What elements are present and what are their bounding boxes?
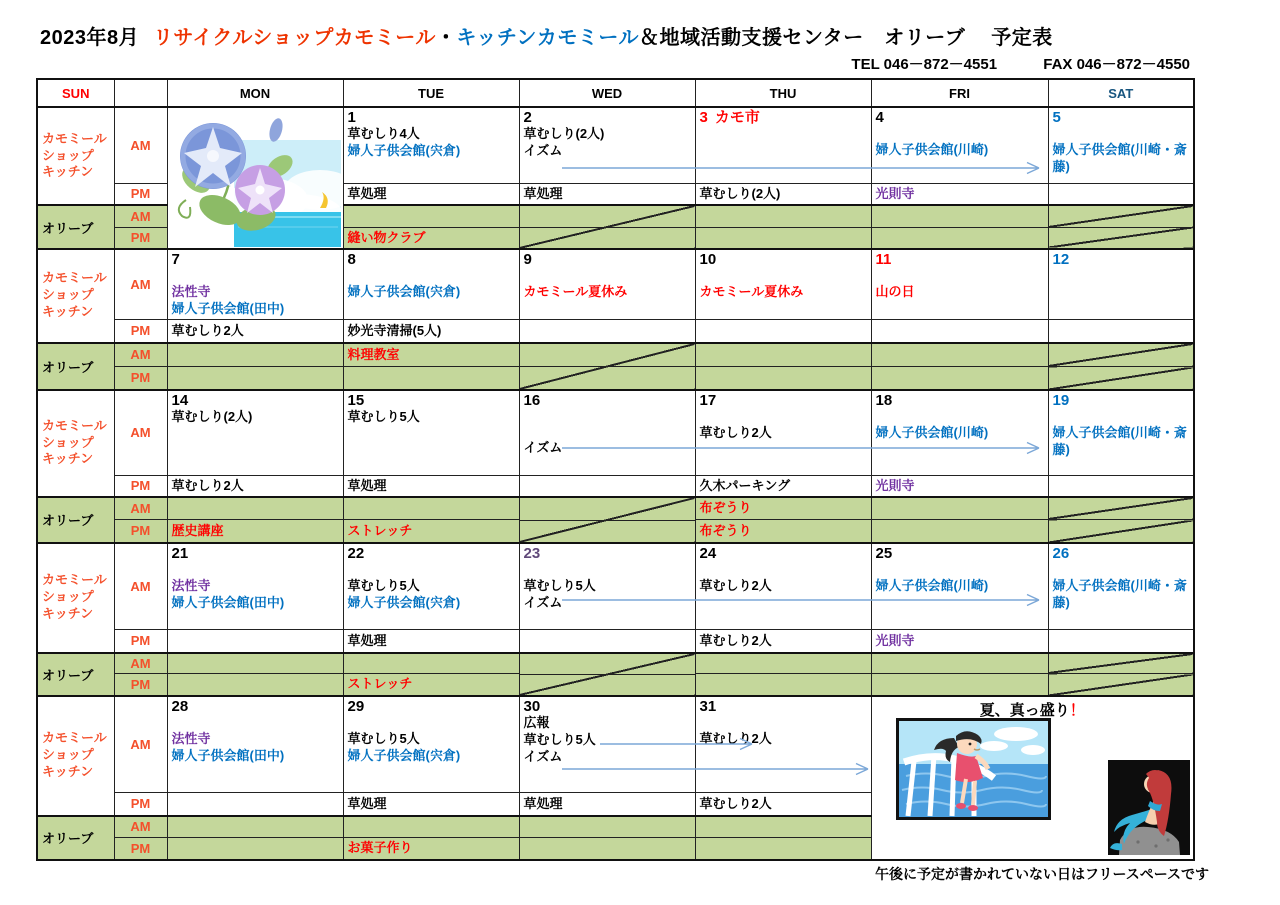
cell-aug22-pm xyxy=(343,630,519,653)
am-label: AM xyxy=(114,543,167,630)
event: 料理教室 xyxy=(347,346,400,362)
event: 婦人子供会館(田中) xyxy=(171,747,285,763)
pm-label: PM xyxy=(114,838,167,860)
weekday-sat: SAT xyxy=(1048,79,1194,107)
event: 草むしり5人 xyxy=(347,408,420,424)
event: 久木パーキング xyxy=(699,477,791,493)
am-label: AM xyxy=(114,497,167,520)
cell-aug28-am xyxy=(167,696,343,793)
date-num: 31 xyxy=(699,697,717,715)
cell-aug17-am xyxy=(695,390,871,476)
event: 婦人子供会館(川崎・斎藤) xyxy=(1052,142,1187,175)
cell-aug31-pm xyxy=(695,793,871,816)
weekday-mon: MON xyxy=(167,79,343,107)
label-line: ショップ xyxy=(42,147,94,163)
title-shop-recycle: リサイクルショップカモミール xyxy=(153,27,436,49)
date-num: 3 xyxy=(699,109,708,126)
event: 草処理 xyxy=(523,795,563,811)
event: 草むしり2人 xyxy=(171,477,244,493)
label-line: オリーブ xyxy=(42,667,94,683)
row-label-kamomiru xyxy=(37,543,114,653)
summer-banner-cell xyxy=(871,696,1194,860)
cell-aug19-am xyxy=(1048,390,1194,476)
date-num: 1 xyxy=(347,109,356,126)
cell-aug18-olive-pm xyxy=(871,520,1048,543)
am-label: AM xyxy=(114,816,167,838)
cell-aug21-pm xyxy=(167,630,343,653)
page-title xyxy=(40,21,1053,50)
cell-aug9-pm xyxy=(519,320,695,343)
am-label: AM xyxy=(114,107,167,183)
cell-aug11-olive-pm xyxy=(871,367,1048,390)
title-suffix: 予定表 xyxy=(991,27,1053,49)
weekday-sun: SUN xyxy=(37,79,114,107)
cell-aug22-olive-am xyxy=(343,653,519,674)
contact-info xyxy=(851,53,1190,74)
event: 草むしり5人 xyxy=(523,731,596,747)
event: 光則寺 xyxy=(875,477,915,493)
cell-aug10-olive-pm xyxy=(695,367,871,390)
schedule-table xyxy=(36,78,1195,861)
event: 妙光寺清掃(5人) xyxy=(347,322,442,338)
cell-aug9-am xyxy=(519,249,695,320)
cell-aug3-pm xyxy=(695,183,871,205)
cell-aug25-olive-am xyxy=(871,653,1048,674)
cell-aug25-olive-pm xyxy=(871,674,1048,696)
cell-aug29-olive-am xyxy=(343,816,519,838)
label-line: オリーブ xyxy=(42,831,94,847)
label-line: カモミール xyxy=(42,572,107,588)
label-line: ショップ xyxy=(42,589,94,605)
cell-aug12-olive-pm-closed xyxy=(1048,367,1194,390)
event: 婦人子供会館(田中) xyxy=(171,301,285,317)
label-line: ショップ xyxy=(42,434,94,450)
date-num: 12 xyxy=(1052,251,1070,268)
cell-aug5-am xyxy=(1048,107,1194,183)
cell-aug9-olive-closed xyxy=(519,343,695,390)
cell-aug4-pm xyxy=(871,183,1048,205)
event xyxy=(700,109,867,126)
date-num: 18 xyxy=(875,391,893,409)
cell-aug23-olive-closed xyxy=(519,653,695,696)
row-label-kamomiru xyxy=(37,107,114,205)
event: お菓子作り xyxy=(347,840,413,856)
row-label-olive xyxy=(37,497,114,543)
weekday-wed: WED xyxy=(519,79,695,107)
event: 草処理 xyxy=(523,185,563,201)
date-num: 10 xyxy=(699,251,717,268)
cell-aug30-pm xyxy=(519,793,695,816)
am-label: AM xyxy=(114,343,167,367)
pm-label: PM xyxy=(114,630,167,653)
cell-aug2-pm xyxy=(519,183,695,205)
date-num: 30 xyxy=(523,697,541,715)
event: 婦人子供会館(川崎) xyxy=(875,577,989,593)
event: イズム xyxy=(523,594,563,610)
cell-aug22-olive-pm xyxy=(343,674,519,696)
date-num: 23 xyxy=(523,544,541,562)
event: 布ぞうり xyxy=(699,500,752,516)
cell-aug1-pm xyxy=(343,183,519,205)
am-label: AM xyxy=(114,696,167,793)
event: 婦人子供会館(川崎) xyxy=(875,424,989,440)
date-num: 15 xyxy=(347,391,365,409)
label-line: オリーブ xyxy=(42,513,94,529)
date-num: 14 xyxy=(171,391,189,409)
row-label-kamomiru xyxy=(37,249,114,343)
event: 草むしり4人 xyxy=(347,126,420,142)
event: 布ぞうり xyxy=(699,522,752,538)
cell-aug3-olive-am xyxy=(695,205,871,227)
summer-girl-illustration xyxy=(896,718,1051,820)
event: 婦人子供会館(宍倉) xyxy=(347,747,461,763)
cell-aug16-pm xyxy=(519,476,695,497)
cell-aug19-pm xyxy=(1048,476,1194,497)
cell-aug22-am xyxy=(343,543,519,630)
event: 草むしり2人 xyxy=(699,632,772,648)
date-num: 4 xyxy=(875,109,884,126)
date-num: 22 xyxy=(347,544,365,562)
cell-aug14-olive-am xyxy=(167,497,343,520)
morning-glory-beach-illustration xyxy=(167,107,343,249)
cell-aug17-pm xyxy=(695,476,871,497)
cell-aug4-am xyxy=(871,107,1048,183)
cell-aug26-am xyxy=(1048,543,1194,630)
cell-aug17-olive-pm xyxy=(695,520,871,543)
event: 山の日 xyxy=(875,284,915,300)
title-center-olive: ＆地域活動支援センター オリーブ xyxy=(639,27,966,49)
date-num: 21 xyxy=(171,544,189,562)
event: 草むしり2人 xyxy=(699,730,772,746)
cell-aug29-olive-pm xyxy=(343,838,519,860)
event: 法性寺 xyxy=(171,577,211,593)
event: 婦人子供会館(田中) xyxy=(171,594,285,610)
event: 草むしり5人 xyxy=(523,577,596,593)
cell-aug2-am xyxy=(519,107,695,183)
cell-aug28-pm xyxy=(167,793,343,816)
cell-aug15-olive-am xyxy=(343,497,519,520)
cell-aug28-olive-pm xyxy=(167,838,343,860)
cell-aug25-am xyxy=(871,543,1048,630)
row-label-kamomiru xyxy=(37,390,114,497)
date-num: 5 xyxy=(1052,109,1061,126)
date-num: 19 xyxy=(1052,391,1070,409)
cell-aug15-am xyxy=(343,390,519,476)
label-line: キッチン xyxy=(42,605,94,621)
cell-aug26-pm xyxy=(1048,630,1194,653)
cell-aug14-olive-pm xyxy=(167,520,343,543)
event: 縫い物クラブ xyxy=(347,229,426,245)
event: 光則寺 xyxy=(875,632,915,648)
cell-aug31-olive-am xyxy=(695,816,871,838)
cell-aug1-olive-pm xyxy=(343,227,519,249)
cell-aug18-pm xyxy=(871,476,1048,497)
cell-aug18-olive-am xyxy=(871,497,1048,520)
cell-aug19-olive-pm-closed xyxy=(1048,520,1194,543)
cell-aug31-olive-pm xyxy=(695,838,871,860)
cell-aug7-pm xyxy=(167,320,343,343)
event: 草処理 xyxy=(347,632,387,648)
title-shop-kitchen: キッチンカモミール xyxy=(456,27,640,49)
cell-aug3-am xyxy=(695,107,871,183)
cell-aug18-am xyxy=(871,390,1048,476)
event: イズム xyxy=(523,748,563,764)
cell-aug14-am xyxy=(167,390,343,476)
cell-aug5-olive-pm-closed xyxy=(1048,227,1194,249)
event: 草処理 xyxy=(347,477,387,493)
cell-aug10-pm xyxy=(695,320,871,343)
event: 婦人子供会館(宍倉) xyxy=(347,594,461,610)
cell-aug12-am xyxy=(1048,249,1194,320)
tel-number: TEL 046－872－4551 xyxy=(851,56,998,73)
event: 法性寺 xyxy=(171,284,211,300)
cell-aug12-olive-am-closed xyxy=(1048,343,1194,367)
date-num: 26 xyxy=(1052,544,1070,562)
cell-aug30-olive-pm xyxy=(519,838,695,860)
row-label-kamomiru xyxy=(37,696,114,816)
banner-text xyxy=(872,699,1194,720)
pm-label: PM xyxy=(114,183,167,205)
date-num: 28 xyxy=(171,697,189,715)
cell-aug24-olive-pm xyxy=(695,674,871,696)
event: 婦人子供会館(川崎) xyxy=(875,142,989,158)
event: 草むしり2人 xyxy=(699,577,772,593)
event: 歴史講座 xyxy=(171,522,224,538)
cell-aug14-pm xyxy=(167,476,343,497)
cell-aug8-olive-pm xyxy=(343,367,519,390)
cell-aug26-olive-am-closed xyxy=(1048,653,1194,674)
row-label-olive xyxy=(37,653,114,696)
weekday-fri: FRI xyxy=(871,79,1048,107)
date-num: 8 xyxy=(347,251,356,268)
cell-aug7-olive-am xyxy=(167,343,343,367)
date-num: 25 xyxy=(875,544,893,562)
label-line: キッチン xyxy=(42,164,94,180)
mermaid-illustration xyxy=(1108,760,1190,855)
event: 広報 xyxy=(523,714,550,730)
date-num: 24 xyxy=(699,544,717,562)
event: カモミール夏休み xyxy=(699,284,804,300)
am-label: AM xyxy=(114,249,167,320)
banner-label: 夏、真っ盛り xyxy=(979,701,1070,719)
cell-aug23-pm xyxy=(519,630,695,653)
cell-aug29-am xyxy=(343,696,519,793)
date-num: 16 xyxy=(523,391,541,409)
cell-aug31-am xyxy=(695,696,871,793)
event: イズム xyxy=(523,439,563,455)
cell-aug21-am xyxy=(167,543,343,630)
cell-aug21-olive-pm xyxy=(167,674,343,696)
cell-aug30-olive-am xyxy=(519,816,695,838)
date-num: 2 xyxy=(523,109,532,126)
weekday-thu: THU xyxy=(695,79,871,107)
row-label-olive xyxy=(37,816,114,860)
event: ストレッチ xyxy=(347,522,413,538)
am-label: AM xyxy=(114,205,167,227)
label-line: カモミール xyxy=(42,417,107,433)
cell-aug8-pm xyxy=(343,320,519,343)
event: 草処理 xyxy=(347,185,387,201)
event: カモミール夏休み xyxy=(523,284,628,300)
cell-aug16-olive-closed xyxy=(519,497,695,543)
cell-aug10-olive-am xyxy=(695,343,871,367)
event: 草むしり5人 xyxy=(347,577,420,593)
cell-aug28-olive-am xyxy=(167,816,343,838)
label-line: キッチン xyxy=(42,304,94,320)
cell-aug1-am xyxy=(343,107,519,183)
date-num: 11 xyxy=(875,251,892,268)
pm-label: PM xyxy=(114,520,167,543)
cell-aug23-am xyxy=(519,543,695,630)
pm-label: PM xyxy=(114,476,167,497)
pm-label: PM xyxy=(114,674,167,696)
date-num: 9 xyxy=(523,251,532,268)
cell-aug26-olive-pm-closed xyxy=(1048,674,1194,696)
cell-aug2-olive-closed xyxy=(519,205,695,249)
cell-aug5-pm xyxy=(1048,183,1194,205)
label-line: オリーブ xyxy=(42,220,94,236)
event: 草むしり2人 xyxy=(699,424,772,440)
cell-aug7-am xyxy=(167,249,343,320)
am-label: AM xyxy=(114,653,167,674)
label-line: キッチン xyxy=(42,763,94,779)
cell-aug8-olive-am xyxy=(343,343,519,367)
pm-label: PM xyxy=(114,320,167,343)
cell-aug7-olive-pm xyxy=(167,367,343,390)
cell-aug1-olive-am xyxy=(343,205,519,227)
event: 婦人子供会館(川崎・斎藤) xyxy=(1052,424,1187,457)
cell-aug17-olive-am xyxy=(695,497,871,520)
label-line: カモミール xyxy=(42,270,107,286)
event: 婦人子供会館(宍倉) xyxy=(347,143,461,159)
cell-aug19-olive-am-closed xyxy=(1048,497,1194,520)
label-line: ショップ xyxy=(42,747,94,763)
row-label-olive xyxy=(37,205,114,249)
cell-aug29-pm xyxy=(343,793,519,816)
cell-aug16-am xyxy=(519,390,695,476)
cell-aug3-olive-pm xyxy=(695,227,871,249)
label-line: カモミール xyxy=(42,730,107,746)
label-line: カモミール xyxy=(42,130,107,146)
event: 草むしり(2人) xyxy=(523,126,605,142)
cell-aug24-am xyxy=(695,543,871,630)
date-num: 29 xyxy=(347,697,365,715)
cell-aug8-am xyxy=(343,249,519,320)
cell-aug11-am xyxy=(871,249,1048,320)
am-label: AM xyxy=(114,390,167,476)
banner-exclaim: ！ xyxy=(1069,701,1085,719)
event: ストレッチ xyxy=(347,676,413,692)
cell-aug15-olive-pm xyxy=(343,520,519,543)
cell-aug30-am xyxy=(519,696,695,793)
cell-aug11-pm xyxy=(871,320,1048,343)
event: 光則寺 xyxy=(875,185,915,201)
event: 草むしり(2人) xyxy=(699,185,781,201)
footer-note: 午後に予定が書かれていない日はフリースペースです xyxy=(875,866,1210,882)
event: カモ市 xyxy=(714,109,760,126)
fax-number: FAX 046－872－4550 xyxy=(1043,56,1190,73)
event: 草むしり(2人) xyxy=(171,408,253,424)
morning-glory-beach-svg xyxy=(168,108,341,247)
event: 草むしり5人 xyxy=(347,730,420,746)
date-num: 7 xyxy=(171,251,180,268)
cell-aug4-olive-am xyxy=(871,205,1048,227)
event: 婦人子供会館(川崎・斎藤) xyxy=(1052,577,1187,610)
cell-aug11-olive-am xyxy=(871,343,1048,367)
cell-aug5-olive-am-closed xyxy=(1048,205,1194,227)
event: 法性寺 xyxy=(171,730,211,746)
event: 草むしり2人 xyxy=(171,322,244,338)
label-line: ショップ xyxy=(42,287,94,303)
event: 婦人子供会館(宍倉) xyxy=(347,284,461,300)
cell-aug12-pm xyxy=(1048,320,1194,343)
label-line: キッチン xyxy=(42,451,94,467)
cell-aug24-pm xyxy=(695,630,871,653)
pm-label: PM xyxy=(114,367,167,390)
title-month: 2023年8月 xyxy=(40,27,140,49)
cell-aug24-olive-am xyxy=(695,653,871,674)
cell-aug25-pm xyxy=(871,630,1048,653)
weekday-tue: TUE xyxy=(343,79,519,107)
cell-aug4-olive-pm xyxy=(871,227,1048,249)
row-label-olive xyxy=(37,343,114,390)
event: 草むしり2人 xyxy=(699,795,772,811)
cell-aug15-pm xyxy=(343,476,519,497)
cell-aug10-am xyxy=(695,249,871,320)
event: 草処理 xyxy=(347,795,387,811)
date-num: 17 xyxy=(699,391,717,409)
title-separator: ・ xyxy=(435,27,457,49)
label-line: オリーブ xyxy=(42,359,94,375)
ampm-header xyxy=(114,79,167,107)
event: イズム xyxy=(523,143,563,159)
cell-aug21-olive-am xyxy=(167,653,343,674)
pm-label: PM xyxy=(114,227,167,249)
pm-label: PM xyxy=(114,793,167,816)
